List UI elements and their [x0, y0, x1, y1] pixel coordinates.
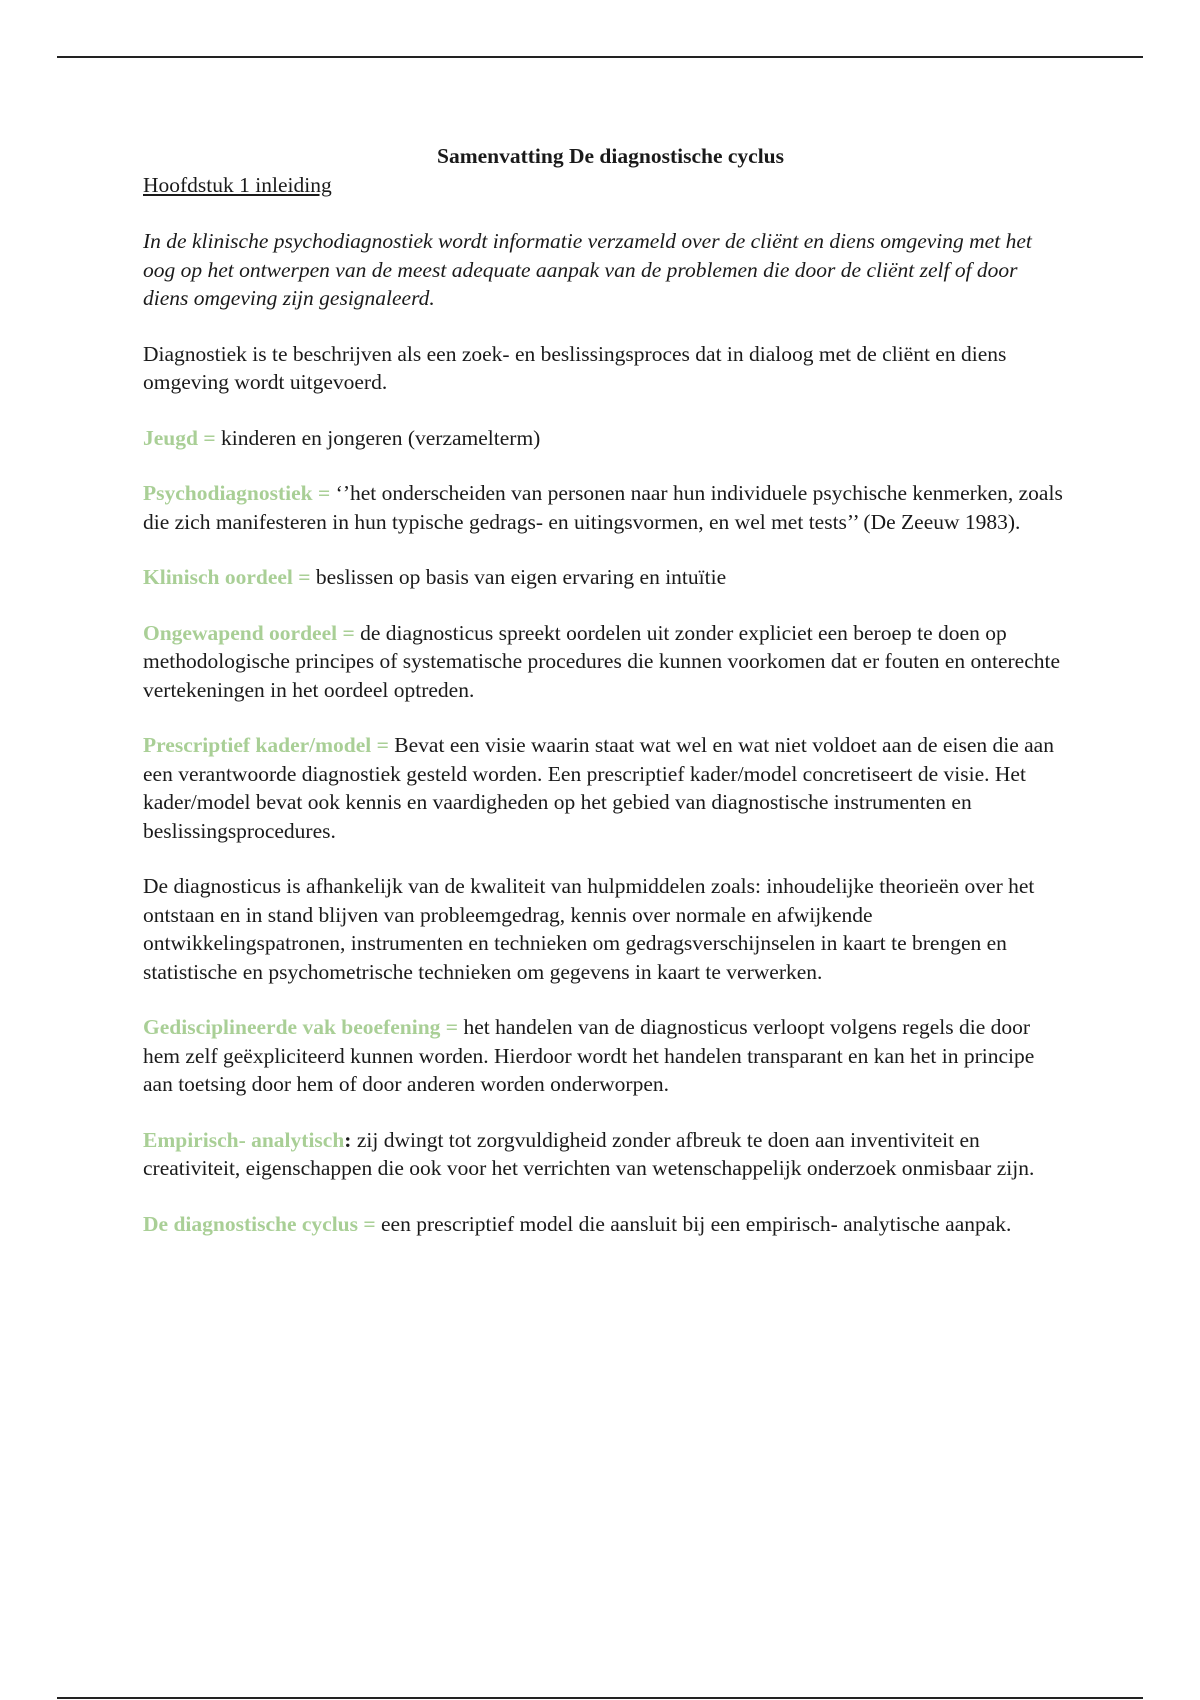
intro-paragraph: Diagnostiek is te beschrijven als een zoek- en beslissingsproces dat in dialoog met de cliënt en diens omgeving wordt uitgevoerd. [143, 341, 1007, 394]
definition-klinisch-oordeel [143, 563, 1068, 592]
definition-psychodiagnostiek [143, 479, 1068, 536]
page-top-rule [57, 56, 1143, 58]
definition-text: zij dwingt tot zorgvuldigheid zonder afbreuk te doen aan inventiviteit en creativiteit, eigenschappen die ook voor het verrichten van wetenschappelijk onderzoek onmisbaar zijn. [143, 1127, 1035, 1180]
definition-jeugd [143, 424, 1068, 453]
definition-separator: = [197, 425, 221, 450]
definition-separator: = [337, 620, 361, 645]
definition-term: Prescriptief kader/model [143, 733, 372, 757]
definition-separator: : [344, 1127, 357, 1152]
definition-term: Ongewapend oordeel [143, 620, 338, 645]
definition-separator: = [312, 481, 336, 505]
chapter-heading: Hoofdstuk 1 inleiding [143, 172, 332, 197]
definition-prescriptief-kader [143, 731, 1068, 845]
document-title: Samenvatting De diagnostische cyclus [437, 144, 784, 168]
definition-term: Gedisciplineerde vak beoefening [143, 1015, 441, 1039]
definition-text: een prescriptief model die aansluit bij een empirisch- analytische aanpak. [381, 1211, 1012, 1236]
definition-separator: = [440, 1015, 464, 1039]
definition-term: De diagnostische cyclus [143, 1211, 358, 1236]
document-body [143, 142, 1068, 1265]
middle-paragraph: De diagnosticus is afhankelijk van de kwaliteit van hulpmiddelen zoals: inhoudelijke theorieën over het ontstaan en in stand blijven van probleemgedrag, kennis over normale en afwijkende ontwikkelingspatronen, instrumenten en technieken om gedragsverschijnselen in kaart te brengen en statistische en psychometrische technieken om gegevens in kaart te verwerken. [143, 874, 1035, 984]
definition-term: Psychodiagnostiek [143, 481, 313, 505]
definition-text: het handelen van de diagnosticus verloopt volgens regels die door hem zelf geëxpliciteerd kunnen worden. Hierdoor wordt het handelen transparant en kan het in principe aan toetsing door hem of door anderen worden onderworpen. [143, 1015, 1035, 1096]
definition-text: beslissen op basis van eigen ervaring en intuïtie [315, 565, 727, 589]
definition-text: ‘’het onderscheiden van personen naar hun individuele psychische kenmerken, zoals die zich manifesteren in hun typische gedrags- en uitingsvormen, en wel met tests’’ (De Zeeuw 1983). [143, 481, 1063, 534]
definition-separator: = [292, 565, 316, 589]
intro-italic-paragraph: In de klinische psychodiagnostiek wordt informatie verzameld over de cliënt en diens omgeving met het oog op het ontwerpen van de meest adequate aanpak van de problemen die door de cliënt zelf of door diens omgeving zijn gesignaleerd. [143, 229, 1032, 310]
definition-separator: = [371, 733, 395, 757]
definition-diagnostische-cyclus [143, 1210, 1068, 1239]
definition-term: Klinisch oordeel [143, 565, 293, 589]
definition-separator: = [358, 1211, 382, 1236]
definition-gedisciplineerde-vakbeoefening [143, 1013, 1068, 1099]
definition-text: kinderen en jongeren (verzamelterm) [220, 425, 541, 450]
definition-text: Bevat een visie waarin staat wat wel en wat niet voldoet aan de eisen die aan een verantwoorde diagnostiek gesteld worden. Een prescriptief kader/model concretiseert de visie. Het kader/model bevat ook kennis en vaardigheden op het gebied van diagnostische instrumenten en beslissingsprocedures. [143, 733, 1054, 843]
definition-empirisch-analytisch [143, 1126, 1068, 1183]
definition-ongewapend-oordeel [143, 619, 1068, 705]
definition-term: Empirisch- analytisch [143, 1127, 345, 1152]
definition-term: Jeugd [143, 425, 198, 450]
definition-text: de diagnosticus spreekt oordelen uit zonder expliciet een beroep te doen op methodologische principes of systematische procedures die kunnen voorkomen dat er fouten en onterechte vertekeningen in het oordeel optreden. [143, 620, 1061, 702]
page-bottom-rule [57, 1697, 1143, 1699]
